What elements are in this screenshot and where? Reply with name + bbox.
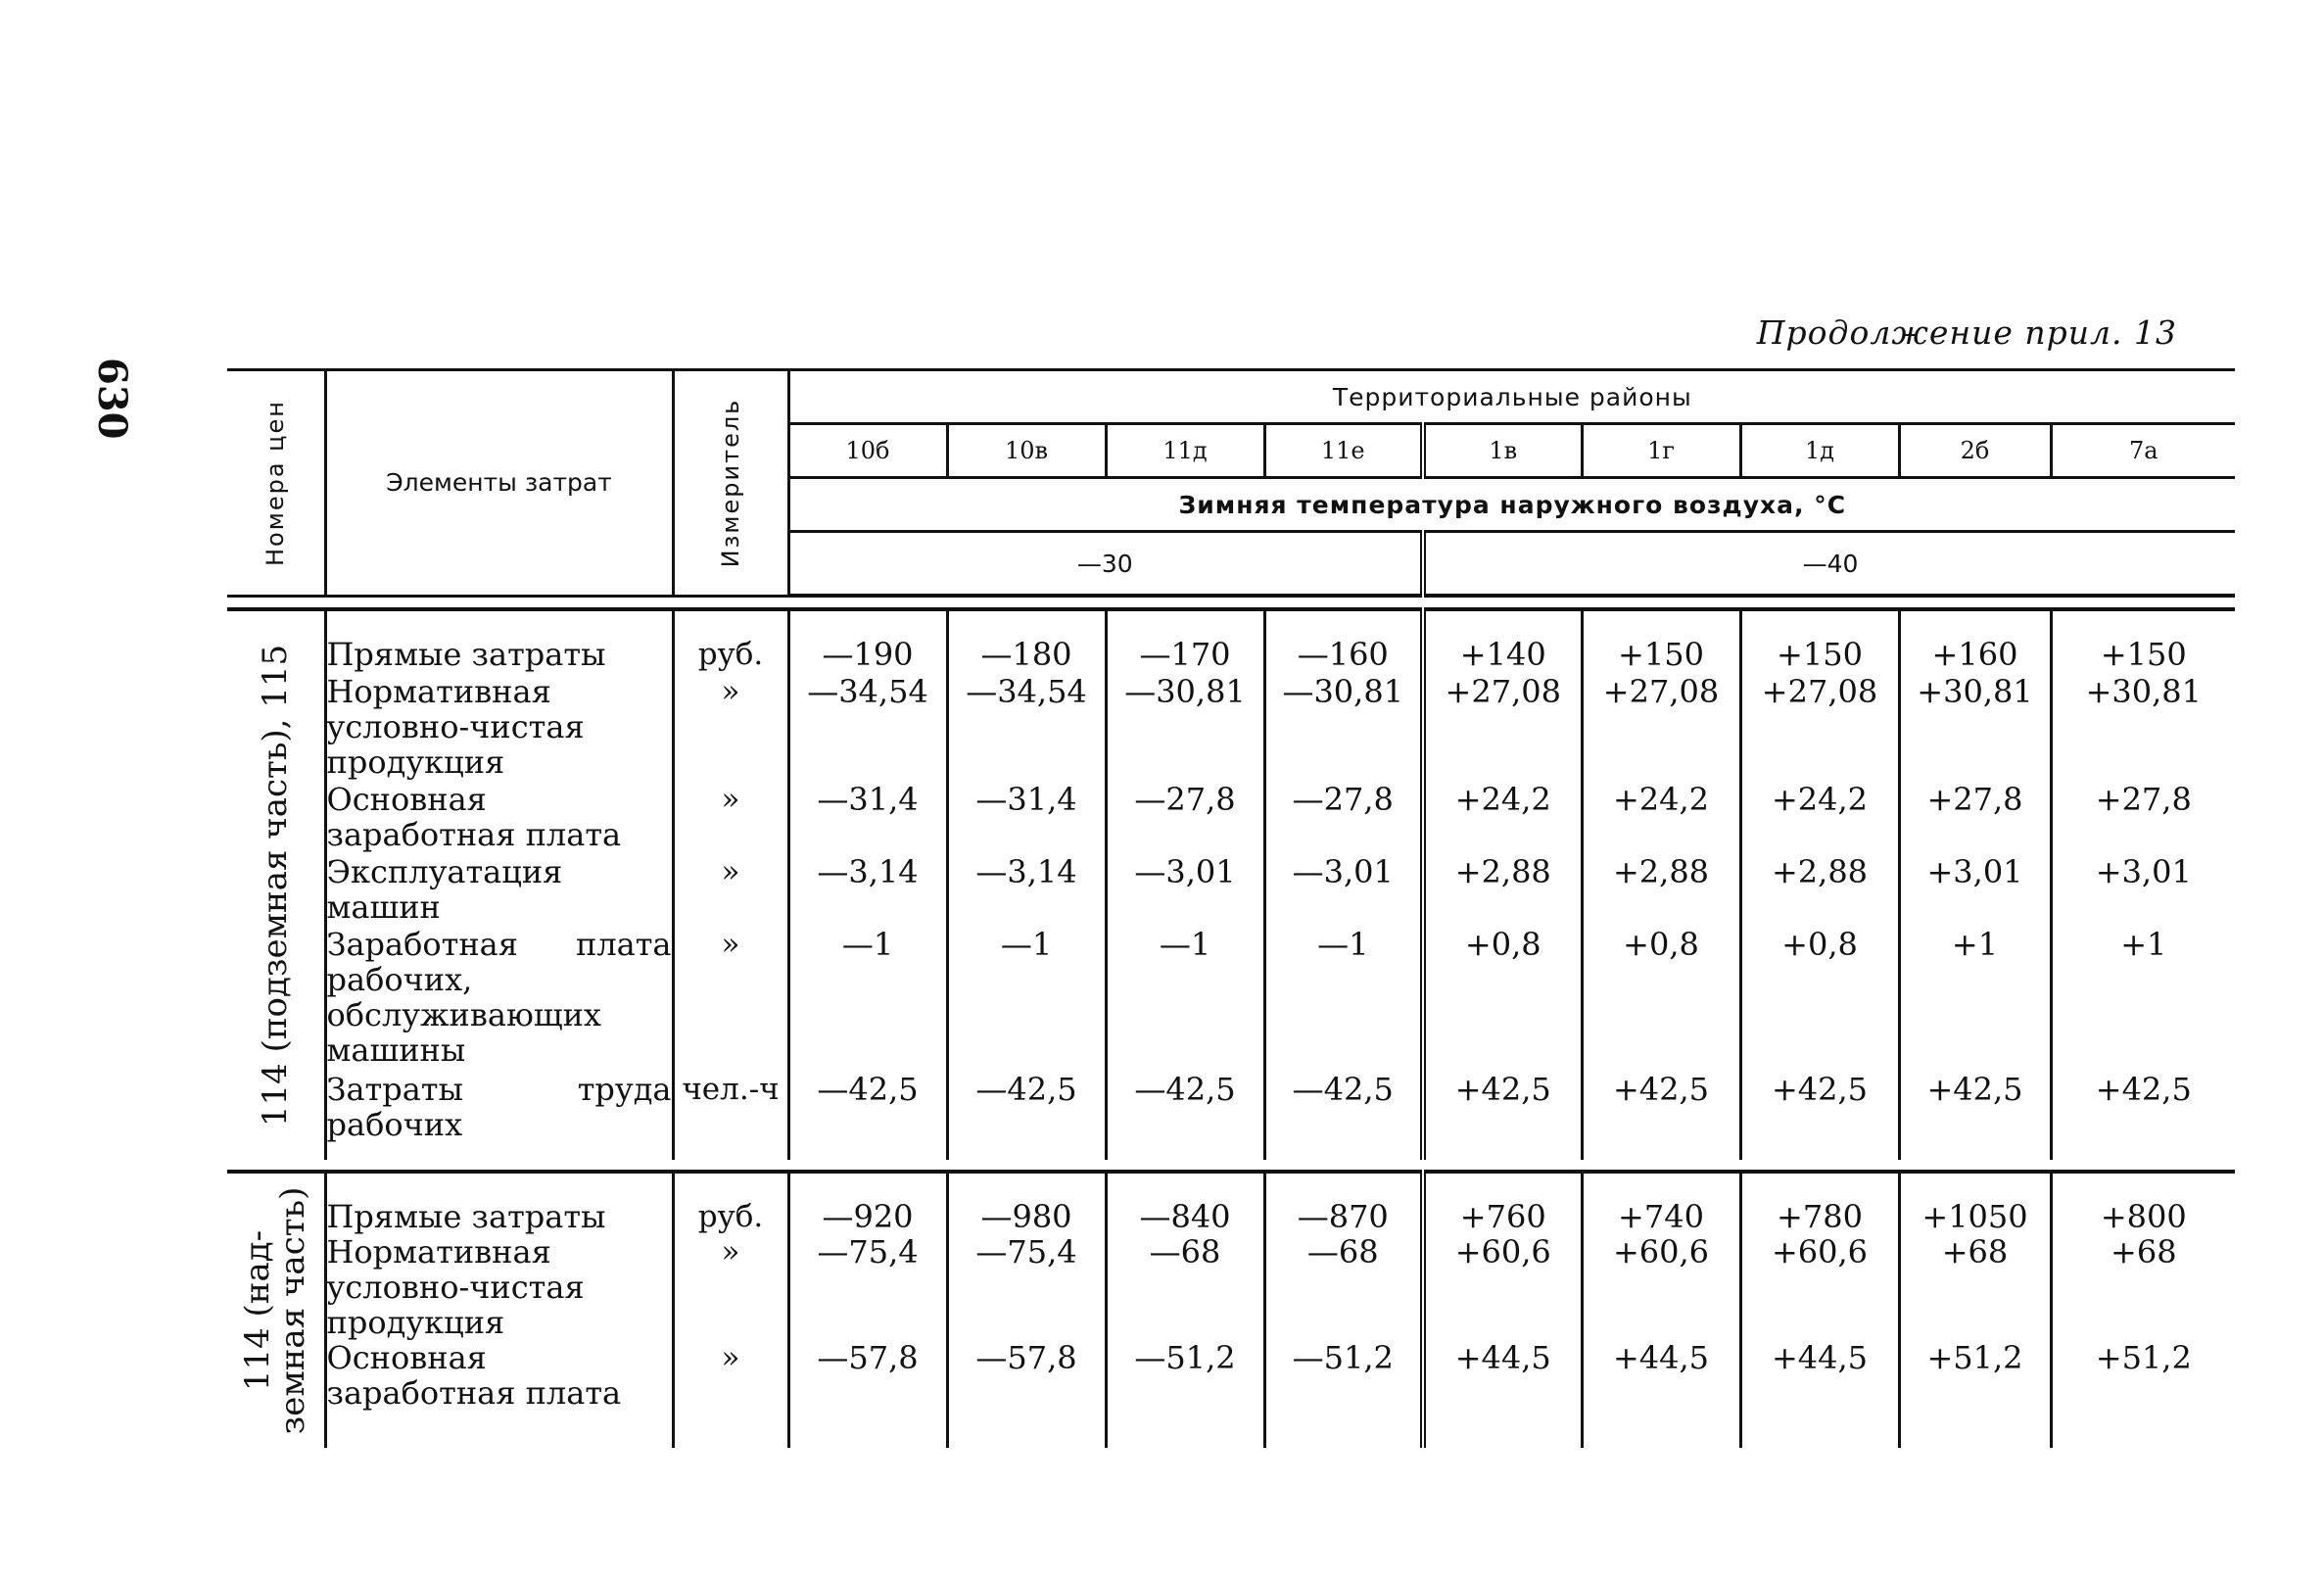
page-number: 630 [89,358,135,440]
value-cell: +160 [1899,609,2051,674]
value-cell: —68 [1106,1234,1264,1340]
unit: руб. [673,609,788,674]
temp-group-1: —30 [788,532,1423,597]
region-header: 2б [1899,424,2051,478]
unit: » [673,854,788,927]
header-number-cell [227,370,325,597]
value-cell: —920 [788,1172,947,1234]
value-cell: —1 [947,927,1106,1072]
value-cell: —190 [788,609,947,674]
table-row [227,782,2235,854]
element-name: Эксплуатация машин [325,854,673,927]
value-cell: +44,5 [1740,1340,1899,1448]
header-unit: Измеритель [717,398,744,568]
value-cell: —30,81 [1106,674,1264,783]
value-cell: +51,2 [2095,1339,2192,1376]
value-cell: —170 [1106,609,1264,674]
value-cell: +42,5 [1740,1072,1899,1160]
table-row [227,1172,2235,1234]
section-2-label-cell [227,1172,325,1448]
value-cell: —27,8 [1106,782,1264,854]
value-cell: +0,8 [1740,927,1899,1072]
value-cell: —51,2 [1264,1340,1423,1448]
value-cell: —27,8 [1264,782,1423,854]
header-regions-title: Территориальные районы [788,370,2235,424]
unit: » [673,1234,788,1340]
value-cell: +1 [1899,927,2051,1072]
value-cell: —1 [1264,927,1423,1072]
region-header: 7а [2051,424,2235,478]
cost-table [227,368,2235,1448]
value-cell: —42,5 [1106,1072,1264,1160]
value-cell: +60,6 [1423,1234,1582,1340]
region-header: 1д [1740,424,1899,478]
value-cell: —68 [1264,1234,1423,1340]
value-cell: —3,14 [947,854,1106,927]
value-cell: +68 [1899,1234,2051,1340]
value-cell: —42,5 [947,1072,1106,1160]
header-temperature-title: Зимняя температура наружного воздуха, °С [788,478,2235,532]
value-cell: —30,81 [1264,674,1423,783]
table-row [227,854,2235,927]
section-1-label: 114 (подземная часть), 115 [256,644,296,1127]
value-cell: —51,2 [1106,1340,1264,1448]
value-cell: +140 [1423,609,1582,674]
value-cell: —42,5 [1264,1072,1423,1160]
element-name: Затраты труда рабочих [325,1072,673,1160]
value-cell: +42,5 [1423,1072,1582,1160]
table-row [227,609,2235,674]
value-cell: —57,8 [788,1340,947,1448]
value-cell: —34,54 [947,674,1106,783]
value-cell: +24,2 [1423,782,1582,854]
section-1-label-cell [227,609,325,1160]
table-row [227,1340,2235,1448]
section-2-label-line1: 114 (над- [238,1229,278,1392]
value-cell: +30,81 [2085,672,2202,710]
element-name: Нормативная условно-чистая продукция [325,1234,673,1340]
value-cell: —1 [1106,927,1264,1072]
header-elements: Элементы затрат [325,370,673,597]
value-cell: +27,08 [1423,674,1582,783]
value-cell: —57,8 [947,1340,1106,1448]
value-cell: +1 [2120,926,2167,964]
table-row [227,674,2235,783]
value-cell: +2,88 [1740,854,1899,927]
value-cell: —870 [1264,1172,1423,1234]
value-cell: +51,2 [1899,1340,2051,1448]
value-cell: +60,6 [1582,1234,1740,1340]
value-cell: —31,4 [788,782,947,854]
element-name: Прямые затраты [325,609,673,674]
value-cell: +800 [2100,1198,2187,1235]
value-cell: —42,5 [788,1072,947,1160]
value-cell: +27,08 [1740,674,1899,783]
value-cell: +24,2 [1740,782,1899,854]
value-cell: —3,01 [1264,854,1423,927]
section-2-label [238,1186,313,1435]
value-cell: —31,4 [947,782,1106,854]
header-number: Номера цен [261,399,290,566]
value-cell: —3,01 [1106,854,1264,927]
element-name: Основная заработная плата [325,782,673,854]
value-cell: —1 [788,927,947,1072]
section-2-label-line2: земная часть) [273,1186,313,1435]
unit: руб. [673,1172,788,1234]
value-cell: —75,4 [788,1234,947,1340]
value-cell: —75,4 [947,1234,1106,1340]
region-header: 10в [947,424,1106,478]
value-cell: —34,54 [788,674,947,783]
value-cell: +44,5 [1582,1340,1740,1448]
temp-group-2: —40 [1423,532,2235,597]
region-header: 10б [788,424,947,478]
value-cell: +3,01 [1899,854,2051,927]
value-cell: —180 [947,609,1106,674]
unit: » [673,782,788,854]
value-cell: —160 [1264,609,1423,674]
value-cell: +42,5 [2095,1071,2192,1108]
value-cell: +150 [1740,609,1899,674]
region-header: 11е [1264,424,1423,478]
region-header: 1г [1582,424,1740,478]
value-cell: +27,08 [1582,674,1740,783]
element-name: Прямые затраты [325,1172,673,1234]
value-cell: +0,8 [1582,927,1740,1072]
region-header: 11д [1106,424,1264,478]
value-cell: +3,01 [2095,853,2192,891]
value-cell: +2,88 [1423,854,1582,927]
section-separator [227,1160,2235,1172]
value-cell: +760 [1423,1172,1582,1234]
value-cell: —980 [947,1172,1106,1234]
table-row [227,1072,2235,1160]
element-name: Заработная плата рабочих, обслуживающих машины [325,927,673,1072]
value-cell: +1050 [1899,1172,2051,1234]
table-row [227,1234,2235,1340]
value-cell: +30,81 [1899,674,2051,783]
continuation-caption: Продолжение прил. 13 [1756,313,2177,352]
value-cell: +44,5 [1423,1340,1582,1448]
value-cell: —840 [1106,1172,1264,1234]
value-cell: +150 [2100,636,2187,673]
table-row [227,927,2235,1072]
value-cell: +42,5 [1582,1072,1740,1160]
value-cell: +740 [1582,1172,1740,1234]
value-cell: —3,14 [788,854,947,927]
unit: » [673,1340,788,1448]
value-cell: +27,8 [2095,781,2192,819]
element-name: Основная заработная плата [325,1340,673,1448]
value-cell: +68 [2111,1233,2177,1271]
section-separator [227,596,2235,609]
unit: » [673,674,788,783]
unit: чел.-ч [673,1072,788,1160]
value-cell: +24,2 [1582,782,1740,854]
value-cell: +27,8 [1899,782,2051,854]
region-header: 1в [1423,424,1582,478]
value-cell: +780 [1740,1172,1899,1234]
value-cell: +150 [1582,609,1740,674]
value-cell: +60,6 [1740,1234,1899,1340]
value-cell: +0,8 [1423,927,1582,1072]
element-name: Нормативная условно-чистая продукция [325,674,673,783]
value-cell: +42,5 [1899,1072,2051,1160]
value-cell: +2,88 [1582,854,1740,927]
header-unit-cell [673,370,788,597]
unit: » [673,927,788,1072]
